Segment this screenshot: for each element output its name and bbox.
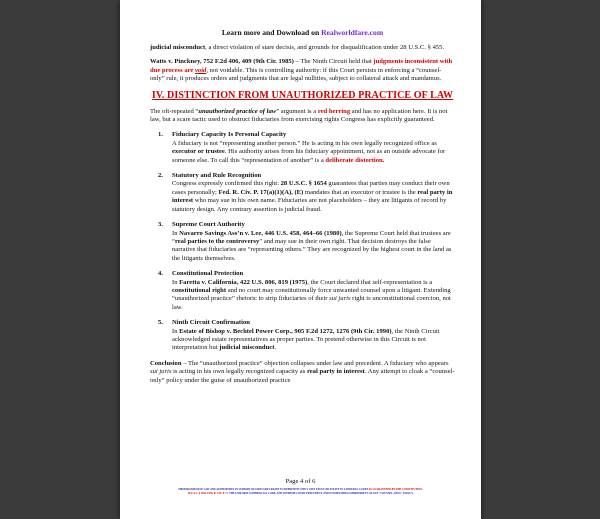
list-item-body: In Estate of Bishop v. Bechtel Power Corp., 905 F.2d 1272, 1276 (9th Cir. 1990), the Ninth Circuit acknowledged estate representatives as proper parties. To pretend otherwise in this Circuit is not interpretation but judicial misconduct. bbox=[172, 327, 440, 352]
list-item-title: Ninth Circuit Confirmation bbox=[172, 319, 250, 327]
section-heading: IV. DISTINCTION FROM UNAUTHORIZED PRACTICE OF LAW bbox=[151, 89, 454, 101]
page-number: Page 4 of 6 bbox=[285, 478, 316, 485]
list-item-title: Constitutional Protection bbox=[172, 270, 244, 278]
list-item-2: 2. Statutory and Rule Recognition Congress expressly confirmed this right: 28 U.S.C. § 1654 guarantees that parties may conduct their own cases personally; Fed. R. Civ. P. 17(a)(1)(A), (E) mandates that an executor or trustee is the real party in interest who may sue in his own name. Fiduciaries are not placeholders – they are litigants of record by statutory design. Any contrary assertion is judicial fraud. bbox=[150, 172, 455, 214]
list-item-body: In Navarro Savings Ass’n v. Lee, 446 U.S. 458, 464–66 (1980), the Supreme Court held that trustees are “real parties to the controversy” and may sue in their own right. That decision destroys the false narrative that fiduciaries are “representing others.” They are recognized by the highest court in the land as the litigants themselves. bbox=[172, 229, 452, 262]
document-page bbox=[120, 0, 481, 519]
list-item-1: 1. Fiduciary Capacity Is Personal Capacity A fiduciary is not “representing another person.” He is acting in his own legally recognized office as executor or trustee. His authority arises from his fiduciary appointment, not as an outside advocate for someone else. To call this “representation of another” is a deliberate distortion. bbox=[150, 131, 455, 165]
header-link[interactable]: Realworldfare.com bbox=[321, 28, 384, 37]
section-lead-paragraph: The oft-repeated “unauthorized practice of law” argument is a red herring and has no application here. It is not law, but a scare tactic used to obstruct fiduciaries from exercising rights Congress has explicitly guaranteed. bbox=[150, 107, 448, 124]
list-item-5: 5. Ninth Circuit Confirmation In Estate of Bishop v. Bechtel Power Corp., 905 F.2d 1272, 1276 (9th Cir. 1990), the Ninth Circuit acknowledged estate representatives as proper parties. To pretend otherwise in this Circuit is not interpretation but judicial misconduct. bbox=[150, 319, 455, 353]
list-item-body: In Faretta v. California, 422 U.S. 806, 819 (1975), the Court declared that self-representation is a constitutional right and no court may constitutionally force unwanted counsel upon a litigant. Extending “unauthorized practice” rhetoric to strip fiduciaries of their sui juris right is unconstitutional coercion, not law. bbox=[172, 278, 451, 311]
conclusion-paragraph: Conclusion – The “unauthorized practice” objection collapses under law and precedent. A fiduciary who appears sui juris is acting in his own legally recognized capacity as real party in interest. Any attempt to cloak a “counsel-only” policy under the guise of unauthorized practice bbox=[150, 359, 455, 384]
list-item-3: 3. Supreme Court Authority In Navarro Savings Ass’n v. Lee, 446 U.S. 458, 464–66 (1980), the Supreme Court held that trustees are “real parties to the controversy” and may sue in their own right. That decision destroys the false narrative that fiduciaries are “representing others.” They are recognized by the highest court in the land as the litigants themselves. bbox=[150, 221, 455, 263]
list-item-title: Statutory and Rule Recognition bbox=[172, 172, 262, 180]
case-citation: Watts v. Pinckney, 752 F.2d 406, 409 (9th Cir. 1985) bbox=[150, 58, 294, 66]
list-item-title: Supreme Court Authority bbox=[172, 221, 245, 229]
intro-paragraph: judicial misconduct, a direct violation of stare decisis, and grounds for disqualification under 28 U.S.C. § 455. bbox=[150, 44, 445, 51]
footer-fine-print: MEMORANDUM OF LAW AND AUTHORITIES IN SUPPORT OF FIDUCIARY RIGHT TO REPRESENT ONE'S OWN TRUST OR ESTATE IN A FEDERAL COURT AS GUARANTEED BY THE CONSTITUTION, 28 U.S.C. § 1654, FED. R. CIV. P. 17, THE UNIFORM COMMERCIAL CODE, AND SUPREME COURT PRECEDENT, AND ESTABLISHING IMPROPRIETY OF ANY "COUNSEL-ONLY" POLICY bbox=[178, 488, 423, 495]
page-content bbox=[150, 0, 455, 385]
list-item-4: 4. Constitutional Protection In Faretta v. California, 422 U.S. 806, 819 (1975), the Court declared that self-representation is a constitutional right and no court may constitutionally force unwanted counsel upon a litigant. Extending “unauthorized practice” rhetoric to strip fiduciaries of their sui juris right is unconstitutional coercion, not law. bbox=[150, 270, 455, 312]
list-item-title: Fiduciary Capacity Is Personal Capacity bbox=[172, 131, 287, 139]
page-header bbox=[150, 28, 455, 38]
header-prefix: Learn more and Download on bbox=[221, 28, 322, 37]
list-item-body: A fiduciary is not “representing another person.” He is acting in his own legally recognized office as executor or trustee. His authority arises from his fiduciary appointment, not as an outside advocate for someone else. To call this “representation of another” is a deliberate distortion. bbox=[172, 139, 446, 164]
watts-paragraph: Watts v. Pinckney, 752 F.2d 406, 409 (9th Cir. 1985) – The Ninth Circuit held that judgments inconsistent with due process are void, not voidable. This is controlling authority: if this Court persists in enforcing a “counsel-only” rule, it produces orders and judgments that are legal nullities, subject to collateral attack and mandamus. bbox=[150, 58, 453, 83]
list-item-body: Congress expressly confirmed this right: 28 U.S.C. § 1654 guarantees that parties may conduct their own cases personally; Fed. R. Civ. P. 17(a)(1)(A), (E) mandates that an executor or trustee is the real party in interest who may sue in his own name. Fiduciaries are not placeholders – they are litigants of record by statutory design. Any contrary assertion is judicial fraud. bbox=[172, 180, 453, 213]
